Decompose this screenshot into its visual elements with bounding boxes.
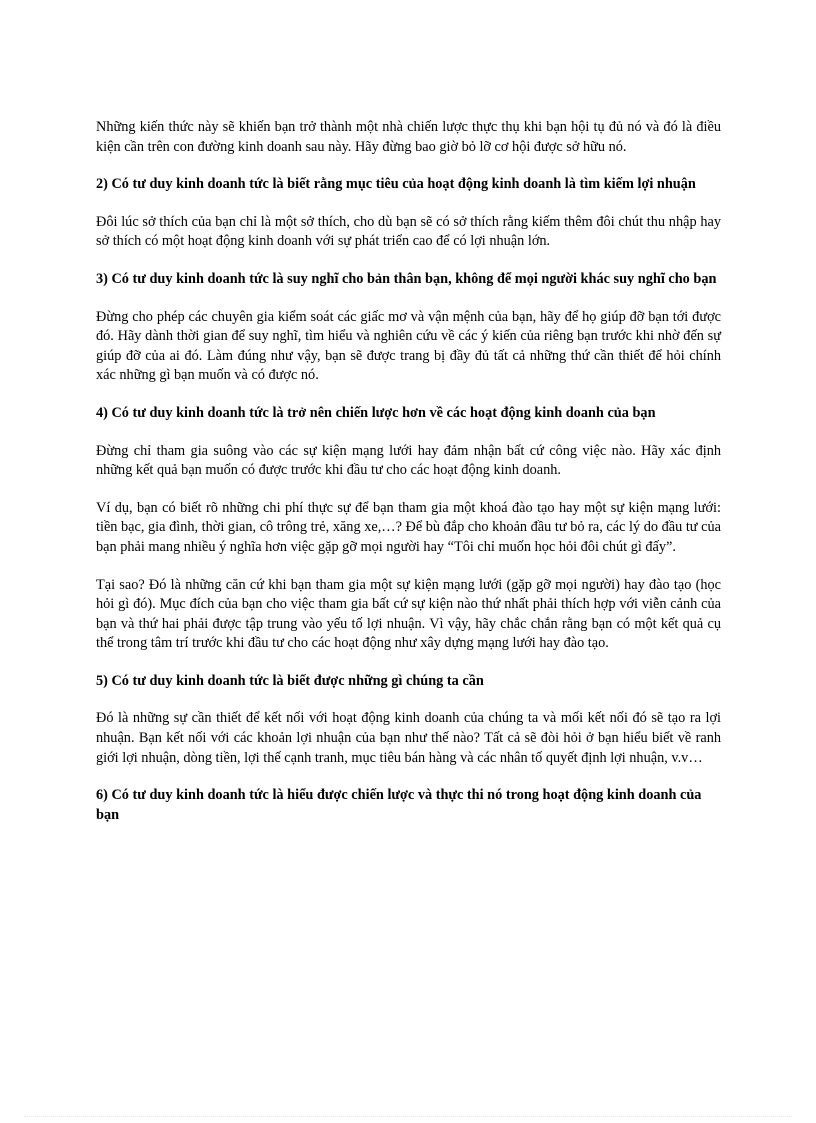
section-2-paragraph: Đôi lúc sở thích của bạn chỉ là một sở thích, cho dù bạn sẽ có sở thích rằng kiếm thêm đôi chút thu nhập hay sở thích có một hoạt động kinh doanh với sự phát triển cao để có lợi nhuận lớn.: [96, 213, 721, 250]
section-heading-4: 4) Có tư duy kinh doanh tức là trở nên chiến lược hơn về các hoạt động kinh doanh của bạn: [96, 404, 656, 421]
section-heading-5: 5) Có tư duy kinh doanh tức là biết được những gì chúng ta cần: [96, 672, 484, 689]
section-4-paragraph-1: Đừng chỉ tham gia suông vào các sự kiện mạng lưới hay đảm nhận bất cứ công việc nào. Hãy xác định những kết quả bạn muốn có được trước khi đầu tư cho các hoạt động kinh doanh.: [96, 442, 721, 479]
section-heading-2: 2) Có tư duy kinh doanh tức là biết rằng mục tiêu của hoạt động kinh doanh là tìm kiếm lợi nhuận: [96, 176, 696, 193]
section-heading-6: 6) Có tư duy kinh doanh tức là hiểu được chiến lược và thực thi nó trong hoạt động kinh doanh của bạn: [96, 787, 702, 823]
section-5-paragraph: Đó là những sự cần thiết để kết nối với hoạt động kinh doanh của chúng ta và mối kết nối đó sẽ tạo ra lợi nhuận. Bạn kết nối với các khoản lợi nhuận của bạn như thế nào? Tất cả sẽ đòi hỏi ở bạn hiểu biết về ranh giới lợi nhuận, dòng tiền, lợi thế cạnh tranh, mục tiêu bán hàng và các nhân tố quyết định lợi nhuận, v.v…: [96, 710, 721, 766]
document-page: [96, 118, 721, 825]
section-4-paragraph-3: Tại sao? Đó là những căn cứ khi bạn tham gia một sự kiện mạng lưới (gặp gỡ mọi người) hay đào tạo (học hỏi gì đó). Mục đích của bạn cho việc tham gia bất cứ sự kiện nào thứ nhất phải thích hợp với viễn cảnh của bạn và thứ hai phải được tập trung vào yếu tố lợi nhuận. Vì vậy, hãy chắc chắn rằng bạn có một kết quả cụ thể trong tâm trí trước khi đầu tư cho các hoạt động như xây dựng mạng lưới hay đào tạo.: [96, 576, 721, 652]
intro-paragraph: Những kiến thức này sẽ khiến bạn trở thành một nhà chiến lược thực thụ khi bạn hội tụ đủ nó và đó là điều kiện cần trên con đường kinh doanh sau này. Hãy đừng bao giờ bỏ lỡ cơ hội được sở hữu nó.: [96, 119, 721, 155]
section-3-paragraph: Đừng cho phép các chuyên gia kiểm soát các giấc mơ và vận mệnh của bạn, hãy để họ giúp đỡ bạn tới được đó. Hãy dành thời gian để suy nghĩ, tìm hiểu và nghiên cứu về các ý kiến của riêng bạn trước khi nhờ đến sự giúp đỡ của ai đó. Làm đúng như vậy, bạn sẽ được trang bị đầy đủ tất cả những thứ cần thiết để hỏi chính xác những gì bạn muốn và có được nó.: [96, 308, 721, 384]
page-bottom-divider: [24, 1116, 792, 1117]
section-4-paragraph-2: Ví dụ, bạn có biết rõ những chi phí thực sự để bạn tham gia một khoá đào tạo hay một sự kiện mạng lưới: tiền bạc, gia đình, thời gian, cô trông trẻ, xăng xe,…? Để bù đắp cho khoản đầu tư bỏ ra, các lý do đầu tư của bạn phải mang nhiều ý nghĩa hơn việc gặp gỡ mọi người hay “Tôi chỉ muốn học hỏi đôi chút gì đấy”.: [96, 499, 721, 555]
section-heading-3: 3) Có tư duy kinh doanh tức là suy nghĩ cho bản thân bạn, không để mọi người khác suy nghĩ cho bạn: [96, 270, 717, 287]
